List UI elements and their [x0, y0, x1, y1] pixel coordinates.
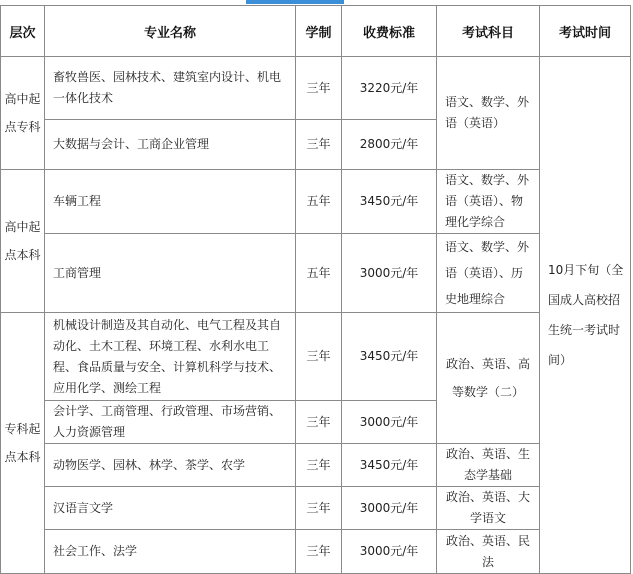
years-cell: 三年 [296, 120, 342, 170]
years-cell: 三年 [296, 57, 342, 120]
years-cell: 三年 [296, 444, 342, 487]
table-row [1, 444, 631, 487]
subjects-cell: 语文、数学、外语（英语）、物理化学综合 [437, 170, 540, 234]
years-cell: 三年 [296, 530, 342, 574]
table-row [1, 170, 631, 234]
header-subjects: 考试科目 [437, 6, 540, 57]
major-cell: 动物医学、园林、林学、茶学、农学 [45, 444, 296, 487]
header-major: 专业名称 [45, 6, 296, 57]
header-level: 层次 [1, 6, 45, 57]
exam-time-cell: 10月下旬（全国成人高校招生统一考试时间） [540, 57, 631, 574]
years-cell: 五年 [296, 234, 342, 313]
years-cell: 三年 [296, 401, 342, 444]
table-row [1, 313, 631, 401]
major-cell: 车辆工程 [45, 170, 296, 234]
table-row [1, 530, 631, 574]
header-years: 学制 [296, 6, 342, 57]
table-row [1, 57, 631, 120]
subjects-cell: 语文、数学、外语（英语）、历史地理综合 [437, 234, 540, 313]
subjects-cell: 政治、英语、民法 [437, 530, 540, 574]
fee-cell: 3000元/年 [342, 234, 437, 313]
top-accent-bar [246, 0, 344, 4]
header-fee: 收费标准 [342, 6, 437, 57]
level-cell: 高中起点专科 [1, 57, 45, 170]
subjects-cell: 政治、英语、生态学基础 [437, 444, 540, 487]
table-row [1, 487, 631, 530]
major-cell: 工商管理 [45, 234, 296, 313]
table-row [1, 234, 631, 313]
header-time: 考试时间 [540, 6, 631, 57]
level-cell: 高中起点本科 [1, 170, 45, 313]
subjects-cell: 政治、英语、高等数学（二） [437, 313, 540, 444]
major-cell: 会计学、工商管理、行政管理、市场营销、人力资源管理 [45, 401, 296, 444]
years-cell: 三年 [296, 313, 342, 401]
level-cell: 专科起点本科 [1, 313, 45, 574]
major-cell: 畜牧兽医、园林技术、建筑室内设计、机电一体化技术 [45, 57, 296, 120]
fee-cell: 3450元/年 [342, 313, 437, 401]
major-cell: 机械设计制造及其自动化、电气工程及其自动化、土木工程、环境工程、水利水电工程、食品质量与安全、计算机科学与技术、应用化学、测绘工程 [45, 313, 296, 401]
major-cell: 社会工作、法学 [45, 530, 296, 574]
major-cell: 汉语言文学 [45, 487, 296, 530]
fee-cell: 3000元/年 [342, 401, 437, 444]
header-row [1, 6, 631, 57]
fee-cell: 3000元/年 [342, 487, 437, 530]
years-cell: 五年 [296, 170, 342, 234]
fee-cell: 3450元/年 [342, 444, 437, 487]
subjects-cell: 语文、数学、外语（英语） [437, 57, 540, 170]
years-cell: 三年 [296, 487, 342, 530]
fee-cell: 3220元/年 [342, 57, 437, 120]
fee-cell: 3450元/年 [342, 170, 437, 234]
fee-cell: 3000元/年 [342, 530, 437, 574]
major-cell: 大数据与会计、工商企业管理 [45, 120, 296, 170]
subjects-cell: 政治、英语、大学语文 [437, 487, 540, 530]
enrollment-table [0, 5, 631, 574]
fee-cell: 2800元/年 [342, 120, 437, 170]
